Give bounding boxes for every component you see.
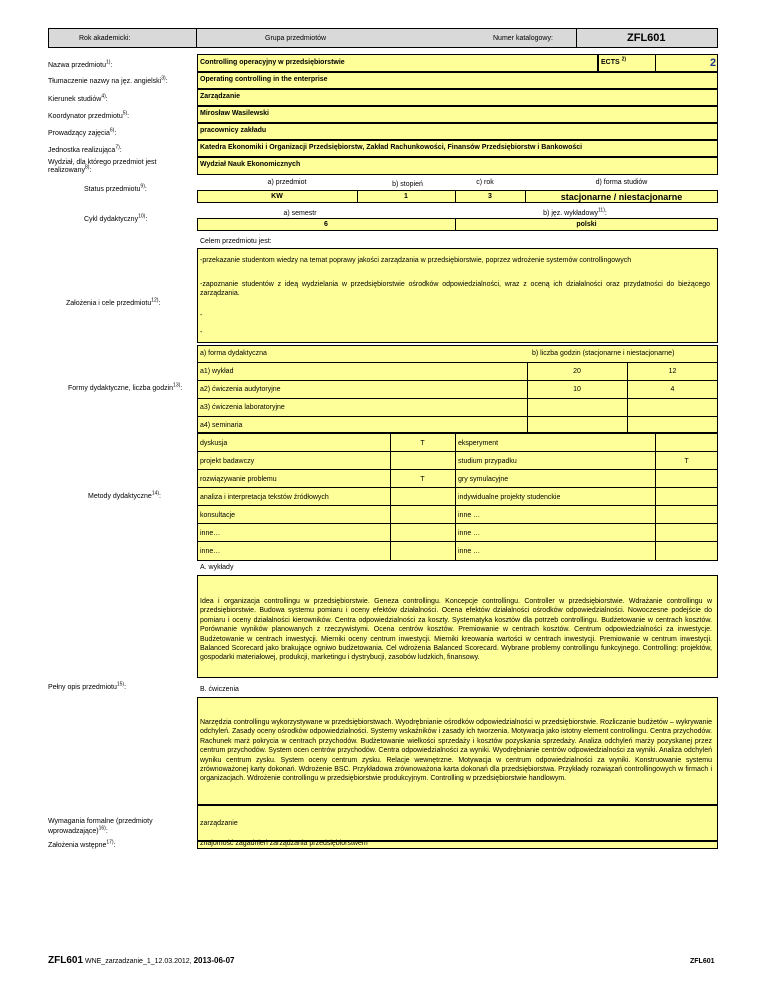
language-value: polski	[576, 221, 597, 228]
method-left: rozwiązywanie problemu	[200, 476, 277, 483]
footer-code: ZFL601	[48, 955, 84, 966]
status-b-label: b) stopień	[392, 181, 423, 188]
divider	[197, 362, 718, 363]
exercises-description: Narzędzia controllingu wykorzystywane w przedsiębiorstwach. Wyodrębnianie ośrodków odpowiedzialności w przedsiębiorstwie. Rozliczanie budżetów – wykrywanie odchyleń. Zasady oceny ośrodków odpowiedzialności. Systemy wskaźników i zasady ich tworzenia. Motywacja jako istotny element controllingu. Centra przychodów. Rachunek marż pokrycia w centrach przychodów. Budżetowanie wielkości sprzedaży i kosztów pozyskania sprzedaży. Analiza odchyleń marży pozyskanej przez centrum przychodów. System ocen centrów przychodów. Centra odpowiedzialności za wyniki. Wyodrębnianie centrów odpowiedzialności za wyniki. Analiza odchyleń wyniku centrum zysku. System oceny centrum zysku. Relacje wewnętrzne. Motywacja w centrum odpowiedzialności za wyniki. Konstruowanie systemu zrównoważonej karty dokonań. Wdrożenie BSC. Przykładowa zrównoważona karta dokonań dla przedsiębiorstwa. Przykłady rozwiązań controllingowych w firmach i organizacjach. Wdrożenie controllingu w przedsiębiorstwie produkcyjnym. Controlling w przedsiębiorstwie handlowym.	[200, 719, 712, 783]
divider	[197, 416, 718, 417]
method-right: inne …	[458, 548, 481, 555]
direction-label: Kierunek studiów$^{4)}$:	[48, 93, 108, 103]
coordinator-field	[197, 106, 718, 123]
ects-divider	[655, 54, 656, 72]
forms-a-label: a) forma dydaktyczna	[200, 350, 267, 357]
course-name-value: Controlling operacyjny w przedsiębiorstwie	[200, 59, 345, 66]
form-lecture: a1) wykład	[200, 368, 234, 375]
goals-label: Założenia i cele przedmiotu$^{12)}$:	[66, 297, 161, 307]
lectures-heading: A. wykłady	[200, 564, 234, 571]
method-right: inne …	[458, 530, 481, 537]
forms-b-label: b) liczba godzin (stacjonarne i niestacjonarne)	[532, 350, 675, 357]
method-left-mark: T	[420, 440, 425, 447]
catalog-number-value: ZFL601	[627, 32, 666, 44]
status-d-value: stacjonarne / niestacjonarne	[560, 192, 683, 202]
method-right: studium przypadku	[458, 458, 517, 465]
lectures-description: Idea i organizacja controllingu w przedsiębiorstwie. Geneza controllingu. Koncepcje controllingu. Controller w przedsiębiorstwie. Wdrażanie controllingu w przedsiębiorstwie. Budowa systemu pomiaru i oceny efektów działalności. Ocena efektów działalności ośrodków odpowiedzialności. Nowoczesne podejście do pomiaru i oceny działalności kierowników. Centra odpowiedzialności za koszty. Systematyka kosztów dla potrzeb controllingu. Budżetowanie w centrach kosztów. Porównanie wyników planowanych z rzeczywistymi. Ocena centrów kosztów. Premiowanie w centrach kosztów. Centrum odpowiedzialności za inwestycje. Budżetowanie w centrach inwestycji. Mierniki oceny centrum inwestycji. Mierniki kreowania wartości w centrach inwestycji. Premiowanie w centrum inwestycji. Balanced Scorecard jako brakujące ogniwo budżetowania. Cel wdrożenia Balanced Scorecard. Wybrane problemy controllingu funkcyjnego. Controlling: projektów, gospodarki materiałowej, produkcji, marketingu i dystrybucji, zasobów ludzkich, finansowy.	[200, 598, 712, 662]
footer-date: 2013-06-07	[193, 956, 235, 965]
prerequisites-label: Założenia wstępne$^{17)}$:	[48, 839, 116, 849]
divider	[197, 487, 718, 488]
method-left: dyskusja	[200, 440, 228, 447]
semester-label: a) semestr	[283, 210, 317, 217]
method-left-mark: T	[420, 476, 425, 483]
coordinator-label: Koordynator przedmiotu$^{5)}$:	[48, 110, 130, 120]
method-left: konsultacje	[200, 512, 236, 519]
method-right: inne …	[458, 512, 481, 519]
status-c-value: 3	[488, 193, 492, 200]
prerequisites-value: znajomość zagadnień zarządzania przedsiębiorstwem	[200, 840, 368, 847]
group-label: Grupa przedmiotów	[265, 35, 327, 42]
method-left: projekt badawczy	[200, 458, 255, 465]
status-label: Status przedmiotu$^{9)}$:	[84, 183, 147, 193]
cycle-label: Cykl dydaktyczny$^{10)}$:	[84, 213, 148, 223]
divider	[197, 523, 718, 524]
translation-value: Operating controlling in the enterprise	[200, 76, 328, 83]
academic-year-label: Rok akademicki:	[79, 35, 131, 42]
unit-value: Katedra Ekonomiki i Organizacji Przedsiębiorstw, Zakład Rachunkowości, Finansów Przedsiębiorstw i Bankowości	[200, 144, 583, 151]
header-divider	[196, 28, 197, 48]
goal-item: -	[200, 312, 203, 319]
formal-requirements-label: Wymagania formalne (przedmioty	[48, 818, 153, 825]
ects-value: 2	[710, 57, 717, 69]
semester-value: 6	[324, 221, 328, 228]
goals-heading: Celem przedmiotu jest:	[200, 238, 272, 245]
method-right-mark: T	[684, 458, 689, 465]
exercises-heading: B. ćwiczenia	[200, 686, 239, 693]
faculty-label-2: realizowany$^{8)}$:	[48, 164, 92, 174]
status-d-label: d) forma studiów	[595, 179, 648, 186]
divider	[197, 398, 718, 399]
footer	[48, 955, 234, 966]
forms-label: Formy dydaktyczne, liczba godzin$^{13)}$:	[68, 382, 183, 392]
teacher-label: Prowadzący zajęcia$^{6)}$:	[48, 127, 117, 137]
catalog-number-label: Numer katalogowy:	[493, 35, 553, 42]
goal-item: -zapoznanie studentów z ideą wydzielania w przedsiębiorstwie ośrodków odpowiedzialności, wraz z oceną ich działalności oraz przydatności do bieżącego zarządzania.	[200, 281, 710, 298]
formal-requirements-value: zarządzanie	[200, 820, 238, 827]
form-seminar: a4) seminaria	[200, 422, 243, 429]
lecture-hours-niestac: 12	[668, 368, 677, 375]
divider	[197, 451, 718, 452]
goal-item: -	[200, 329, 203, 336]
methods-label: Metody dydaktyczne$^{14)}$:	[88, 490, 161, 500]
teacher-value: pracownicy zakładu	[200, 127, 267, 134]
method-right: eksperyment	[458, 440, 499, 447]
status-c-label: c) rok	[476, 179, 494, 186]
header-bar	[48, 28, 718, 48]
divider	[197, 469, 718, 470]
ects-label: ECTS $^{2)}$	[601, 56, 627, 66]
coordinator-value: Mirosław Wasilewski	[200, 110, 269, 117]
form-exercises: a2) ćwiczenia audytoryjne	[200, 386, 281, 393]
language-label: b) jęz. wykładowy$^{11)}$:	[543, 207, 607, 217]
translation-label: Tłumaczenie nazwy na jęz. angielski$^{3)}$:	[48, 75, 168, 85]
description-label: Pełny opis przedmiotu$^{15)}$:	[48, 681, 127, 691]
goal-item: -przekazanie studentom wiedzy na temat poprawy jakości zarządzania w przedsiębiorstwie, poprzez wdrożenie systemów controllingowych	[200, 257, 632, 264]
divider	[197, 380, 718, 381]
teacher-field	[197, 123, 718, 140]
status-a-value: KW	[271, 193, 283, 200]
faculty-value: Wydział Nauk Ekonomicznych	[200, 161, 301, 168]
method-right: gry symulacyjne	[458, 476, 509, 483]
formal-requirements-field	[197, 805, 718, 841]
method-left: inne…	[200, 548, 221, 555]
course-name-label: Nazwa przedmiotu$^{1)}$:	[48, 59, 113, 69]
footer-file: WNE_zarzadzanie_1_12.03.2012,	[84, 958, 192, 965]
divider	[197, 541, 718, 542]
method-left: analiza i interpretacja tekstów źródłowych	[200, 494, 329, 501]
direction-field	[197, 89, 718, 106]
faculty-label: Wydział, dla którego przedmiot jest	[48, 159, 157, 166]
exercises-hours-niestac: 4	[670, 386, 675, 393]
status-b-value: 1	[404, 193, 408, 200]
status-a-label: a) przedmiot	[267, 179, 307, 186]
form-lab: a3) ćwiczenia laboratoryjne	[200, 404, 285, 411]
exercises-hours-stac: 10	[573, 386, 581, 393]
direction-value: Zarządzanie	[200, 93, 241, 100]
method-left: inne…	[200, 530, 221, 537]
divider	[197, 505, 718, 506]
unit-label: Jednostka realizująca$^{7)}$:	[48, 144, 122, 154]
header-divider	[576, 28, 577, 48]
footer-right-code: ZFL601	[690, 958, 715, 965]
lecture-hours-stac: 20	[573, 368, 581, 375]
method-right: indywidualne projekty studenckie	[458, 494, 561, 501]
formal-requirements-label-2: wprowadzające)$^{16)}$:	[48, 825, 108, 835]
